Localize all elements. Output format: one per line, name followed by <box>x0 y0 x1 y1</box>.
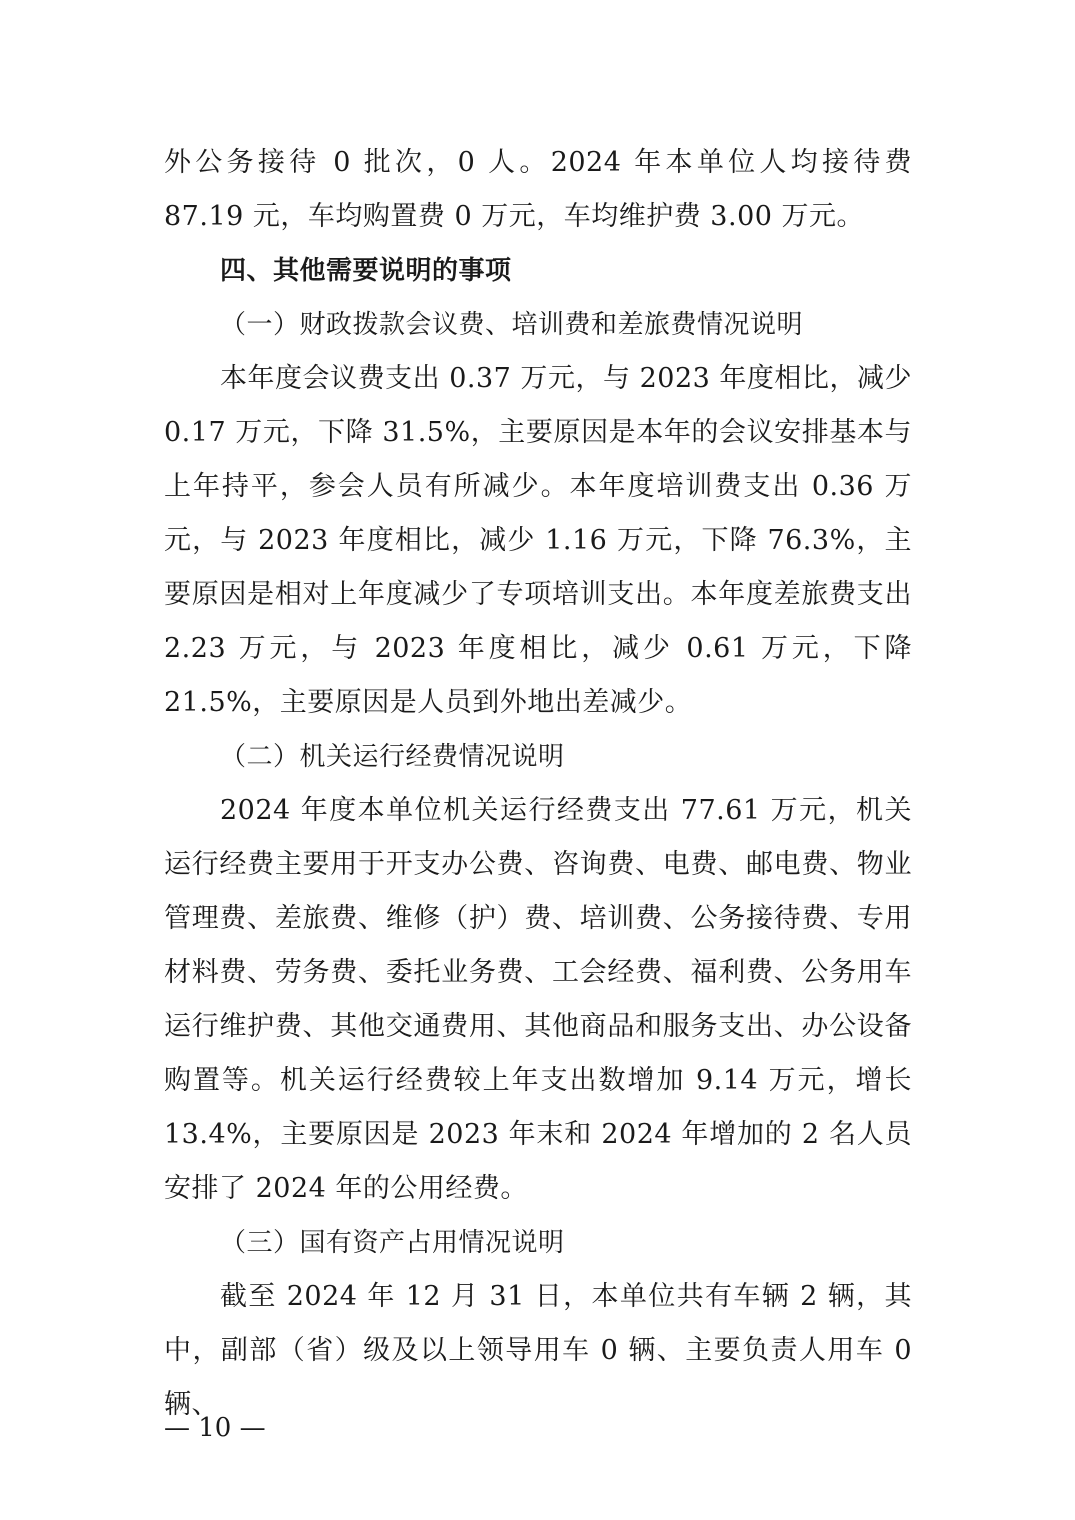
subsection-heading-3: （三）国有资产占用情况说明 <box>220 1228 565 1258</box>
continuation-paragraph: 外公务接待 0 批次，0 人。2024 年本单位人均接待费 87.19 元，车均购置费 0 万元，车均维护费 3.00 万元。 <box>164 147 912 232</box>
document-body <box>164 136 912 1432</box>
subsection-heading-2: （二）机关运行经费情况说明 <box>220 742 565 772</box>
meeting-training-travel-paragraph: 本年度会议费支出 0.37 万元，与 2023 年度相比，减少 0.17 万元，下降 31.5%，主要原因是本年的会议安排基本与上年持平，参会人员有所减少。本年度培训费支出 0.36 万元，与 2023 年度相比，减少 1.16 万元，下降 76.3%，主要原因是相对上年度减少了专项培训支出。本年度差旅费支出 2.23 万元，与 2023 年度相比，减少 0.61 万元，下降 21.5%，主要原因是人员到外地出差减少。 <box>164 363 912 718</box>
section-heading-4: 四、其他需要说明的事项 <box>220 256 512 286</box>
subsection-heading-1: （一）财政拨款会议费、培训费和差旅费情况说明 <box>220 310 804 340</box>
page-number: — 10 — <box>164 1413 266 1443</box>
operating-expense-paragraph: 2024 年度本单位机关运行经费支出 77.61 万元，机关运行经费主要用于开支办公费、咨询费、电费、邮电费、物业管理费、差旅费、维修（护）费、培训费、公务接待费、专用材料费、劳务费、委托业务费、工会经费、福利费、公务用车运行维护费、其他交通费用、其他商品和服务支出、办公设备购置等。机关运行经费较上年支出数增加 9.14 万元，增长 13.4%，主要原因是 2023 年末和 2024 年增加的 2 名人员安排了 2024 年的公用经费。 <box>164 795 912 1204</box>
state-assets-paragraph: 截至 2024 年 12 月 31 日，本单位共有车辆 2 辆，其中，副部（省）级及以上领导用车 0 辆、主要负责人用车 0 辆、 <box>164 1281 912 1420</box>
